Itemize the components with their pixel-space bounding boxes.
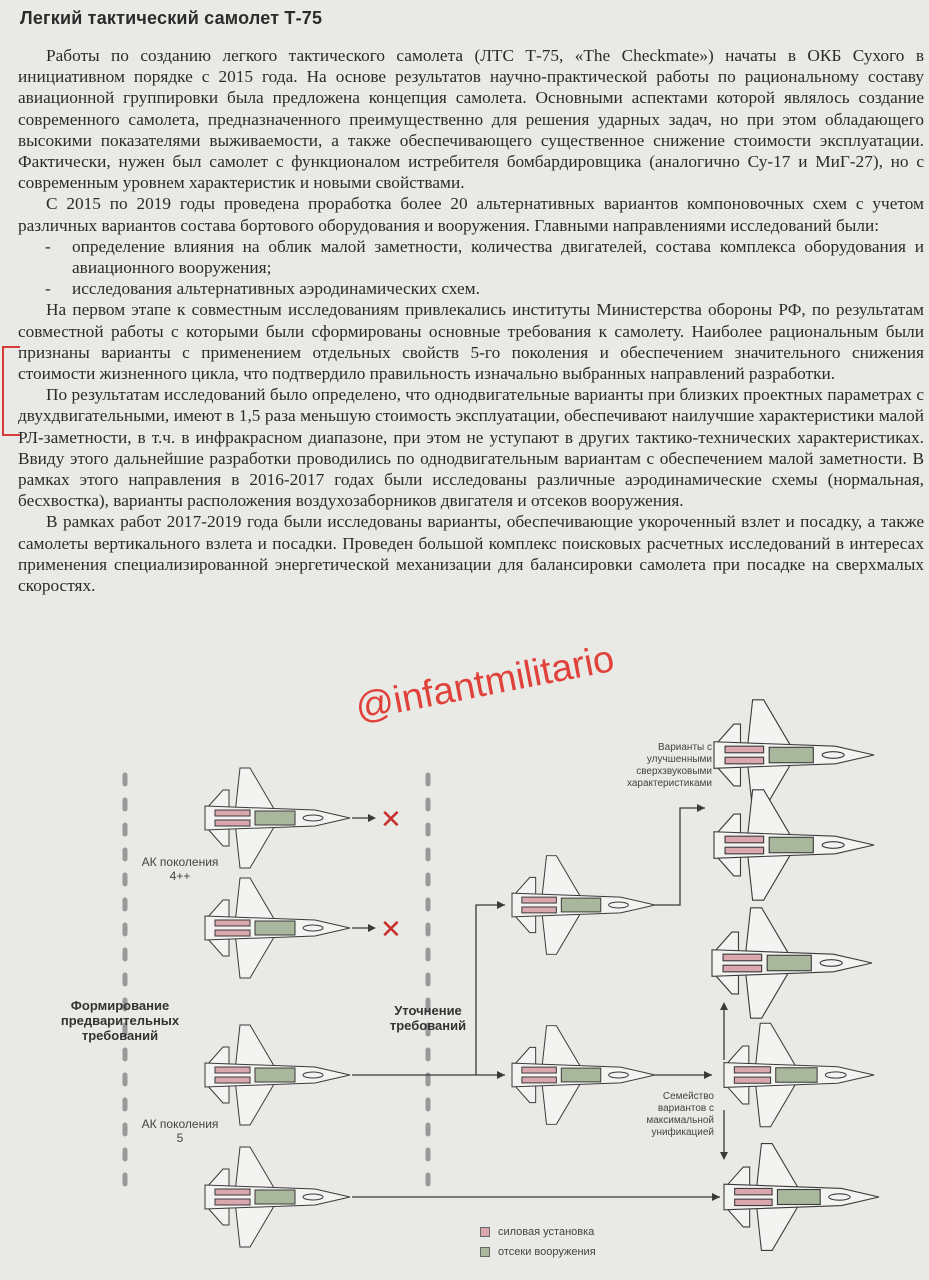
- legend-swatch-power: [480, 1227, 490, 1237]
- aircraft-part: [769, 747, 813, 762]
- aircraft-part: [303, 815, 323, 821]
- aircraft-part: [734, 1067, 770, 1073]
- aircraft-part: [303, 925, 323, 931]
- aircraft-silhouette: [512, 856, 655, 955]
- arrow-head: [368, 924, 376, 932]
- aircraft-part: [215, 1077, 250, 1083]
- arrow-head: [497, 901, 505, 909]
- aircraft-part: [735, 1188, 772, 1194]
- aircraft-part: [255, 811, 295, 825]
- aircraft-part: [215, 1067, 250, 1073]
- label-stage2: Уточнение требований: [389, 1003, 467, 1033]
- arrow-head: [720, 1152, 728, 1160]
- aircraft-part: [822, 752, 844, 759]
- aircraft-silhouette: [712, 908, 872, 1018]
- aircraft-part: [522, 1067, 557, 1073]
- aircraft-silhouette: [724, 1144, 879, 1251]
- arrow-head: [368, 814, 376, 822]
- paragraph: Работы по созданию легкого тактического самолета (ЛТС Т-75, «The Checkmate») начаты в ОКБ Сухого в инициативном порядке с 2015 года. На основе результатов научно-практической работы по рациональному составу авиационной группировки была предложена концепция самолета. Основными аспектами которой являлось создание современного самолета, предназначенного преимущественно для решения ударных задач, но при этом обладающего высокими показателями выживаемости, а также обеспечивающего существенное снижение стоимости эксплуатации. Фактически, нужен был самолет с функционалом истребителя бомбардировщика (аналогично Су-17 и МиГ-27), но с современным уровнем характеристик и новыми свойствами.: [18, 46, 924, 193]
- reject-mark: ✕: [380, 804, 402, 834]
- aircraft-part: [822, 842, 844, 849]
- aircraft-part: [303, 1194, 323, 1200]
- aircraft-part: [723, 954, 762, 961]
- aircraft-part: [725, 847, 764, 854]
- aircraft-silhouette: [205, 1147, 350, 1247]
- aircraft-part: [776, 1068, 817, 1082]
- legend: [480, 1222, 596, 1262]
- list-item-text: определение влияния на облик малой заметности, количества двигателей, состава комплекса оборудования и авиационного вооружения;: [72, 236, 924, 278]
- aircraft-silhouette: [205, 768, 350, 868]
- label-gen5: АК поколения 5: [141, 1117, 219, 1145]
- label-supersonic: Варианты с улучшенными сверхзвуковыми характеристиками: [626, 742, 712, 789]
- aircraft-part: [303, 1072, 323, 1078]
- aircraft-part: [561, 898, 600, 912]
- aircraft-silhouette: [714, 700, 874, 810]
- aircraft-part: [561, 1068, 600, 1082]
- reject-mark: ✕: [380, 914, 402, 944]
- legend-item: [480, 1242, 596, 1262]
- aircraft-silhouette: [714, 790, 874, 900]
- aircraft-part: [609, 1072, 629, 1078]
- aircraft-part: [725, 836, 764, 843]
- aircraft-part: [255, 1068, 295, 1082]
- aircraft-silhouette: [724, 1023, 874, 1126]
- list-dash: -: [45, 279, 51, 299]
- aircraft-silhouette: [205, 878, 350, 978]
- aircraft-part: [215, 820, 250, 826]
- label-family: Семейство вариантов с максимальной унификацией: [646, 1091, 714, 1138]
- aircraft-part: [769, 837, 813, 852]
- aircraft-part: [829, 1194, 850, 1200]
- watermark: @infantmilitario: [352, 637, 618, 730]
- connector-line: [655, 808, 705, 905]
- paragraph: В рамках работ 2017-2019 года были исследованы варианты, обеспечивающие укороченный взлет и посадку, а также самолеты вертикального взлета и посадки. Проведен большой комплекс поисковых расчетных исследований в интересах применения специализированной энергетической механизации для балансировки самолета при посадке на сверхмалых скоростях.: [18, 512, 924, 596]
- paragraph: По результатам исследований было определено, что однодвигательные варианты при близких проектных параметрах с двухдвигательными, имеют в 1,5 раза меньшую стоимость эксплуатации, обеспечивают наилучшие характеристики малой РЛ-заметности, в т.ч. в инфракрасном диапазоне, при этом не уступают в других тактико-технических характеристиках. Ввиду этого дальнейшие разработки проводились по однодвигательным вариантам с обеспечением малой заметности. В рамках этого направления в 2016-2017 годах были исследованы различные аэродинамические схемы (нормальная, бесхвостка), варианты расположения воздухозаборников двигателя и отсеков вооружения.: [18, 385, 924, 511]
- aircraft-part: [215, 810, 250, 816]
- aircraft-part: [215, 920, 250, 926]
- aircraft-part: [522, 1077, 557, 1083]
- aircraft-part: [609, 902, 629, 908]
- aircraft-part: [777, 1190, 820, 1205]
- arrow-head: [712, 1193, 720, 1201]
- legend-label: отсеки вооружения: [498, 1246, 596, 1258]
- aircraft-part: [723, 965, 762, 972]
- page-title: Легкий тактический самолет Т-75: [20, 8, 323, 28]
- aircraft-part: [735, 1199, 772, 1205]
- label-stage1: Формирование предварительных требований: [60, 998, 180, 1043]
- aircraft-part: [215, 1199, 250, 1205]
- aircraft-part: [215, 1189, 250, 1195]
- arrow-head: [720, 1002, 728, 1010]
- legend-item: [480, 1222, 596, 1242]
- arrow-head: [497, 1071, 505, 1079]
- aircraft-part: [825, 1072, 846, 1078]
- aircraft-part: [734, 1077, 770, 1083]
- arrow-head: [704, 1071, 712, 1079]
- aircraft-part: [215, 930, 250, 936]
- aircraft-part: [767, 955, 811, 970]
- list-dash: -: [45, 236, 51, 256]
- paragraph: С 2015 по 2019 годы проведена проработка более 20 альтернативных вариантов компоновочных схем с учетом различных вариантов состава бортового оборудования и вооружения. Главными направлениями исследований были:: [18, 194, 924, 235]
- legend-label: силовая установка: [498, 1226, 595, 1238]
- aircraft-part: [255, 1190, 295, 1204]
- label-gen4: АК поколения 4++: [141, 855, 219, 883]
- aircraft-part: [522, 907, 557, 913]
- list-item-text: исследования альтернативных аэродинамических схем.: [72, 279, 480, 299]
- paragraph: На первом этапе к совместным исследованиям привлекались институты Министерства обороны РФ, по результатам совместной работы с которыми были сформированы основные требования к самолету. Наиболее рациональным были признаны варианты с применением отдельных свойств 5-го поколения и обеспечением значительного снижения стоимости жизненного цикла, что подтвердило правильность изначально выбранных направлений разработки.: [18, 300, 924, 384]
- legend-swatch-weapons: [480, 1247, 490, 1257]
- aircraft-part: [725, 746, 764, 753]
- aircraft-silhouette: [205, 1025, 350, 1125]
- aircraft-part: [820, 960, 842, 967]
- arrow-head: [697, 804, 705, 812]
- aircraft-part: [725, 757, 764, 764]
- aircraft-part: [522, 897, 557, 903]
- aircraft-part: [255, 921, 295, 935]
